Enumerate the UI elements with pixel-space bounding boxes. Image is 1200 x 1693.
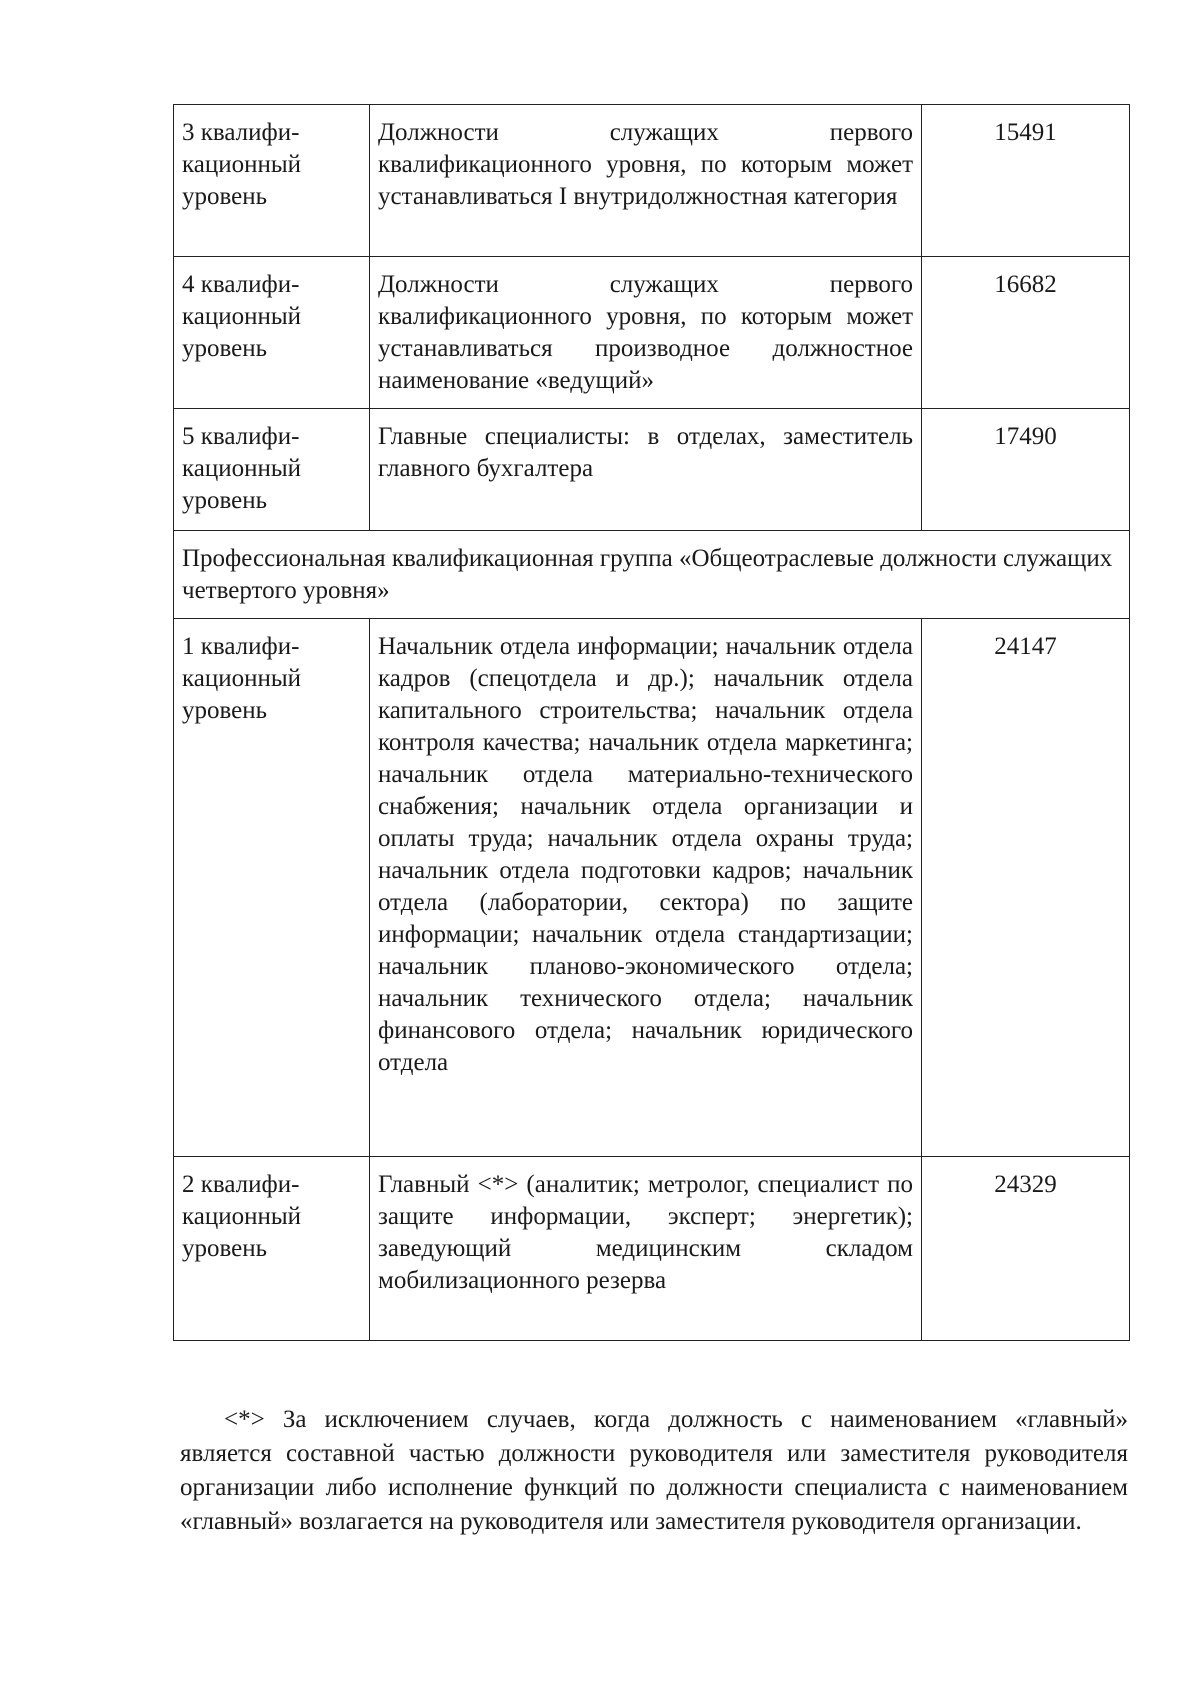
table-row — [174, 257, 1130, 409]
qualification-level-cell: 1 квалифи- кационный уровень — [174, 619, 370, 1157]
table-row — [174, 409, 1130, 531]
table-row — [174, 619, 1130, 1157]
qualification-group-header: Профессиональная квалификационная группа «Общеотраслевые должности служащих четвертого уровня» — [174, 531, 1130, 619]
qualification-level-cell: 4 квалифи- кационный уровень — [174, 257, 370, 409]
positions-description-cell: Должности служащих первого квалификационного уровня, по которым может устанавливаться производное должностное наименование «ведущий» — [370, 257, 922, 409]
group-header-row — [174, 531, 1130, 619]
table-row — [174, 1157, 1130, 1341]
footnote-paragraph: <*> За исключением случаев, когда должность с наименованием «главный» является составной частью должности руководителя или заместителя руководителя организации либо исполнение функций по должности специалиста с наименованием «главный» возлагается на руководителя или заместителя руководителя организации. — [180, 1406, 1128, 1535]
qualification-level-cell: 3 квалифи- кационный уровень — [174, 105, 370, 257]
positions-description-cell: Начальник отдела информации; начальник отдела кадров (спецотдела и др.); начальник отдела капитального строительства; начальник отдела контроля качества; начальник отдела маркетинга; начальник отдела материально-технического снабжения; начальник отдела организации и оплаты труда; начальник отдела охраны труда; начальник отдела подготовки кадров; начальник отдела (лаборатории, сектора) по защите информации; начальник отдела стандартизации; начальник планово-экономического отдела; начальник технического отдела; начальник финансового отдела; начальник юридического отдела — [370, 619, 922, 1157]
table-row — [174, 105, 1130, 257]
qualification-level-cell: 2 квалифи- кационный уровень — [174, 1157, 370, 1341]
salary-cell: 17490 — [922, 409, 1130, 531]
salary-cell: 15491 — [922, 105, 1130, 257]
salary-cell: 16682 — [922, 257, 1130, 409]
qualification-table — [173, 104, 1130, 1341]
qualification-level-cell: 5 квалифи- кационный уровень — [174, 409, 370, 531]
salary-cell: 24329 — [922, 1157, 1130, 1341]
positions-description-cell: Главные специалисты: в отделах, заместитель главного бухгалтера — [370, 409, 922, 531]
positions-description-cell: Должности служащих первого квалификационного уровня, по которым может устанавливаться I внутридолжностная категория — [370, 105, 922, 257]
positions-description-cell: Главный <*> (аналитик; метролог, специалист по защите информации, эксперт; энергетик); заведующий медицинским складом мобилизационного резерва — [370, 1157, 922, 1341]
salary-cell: 24147 — [922, 619, 1130, 1157]
